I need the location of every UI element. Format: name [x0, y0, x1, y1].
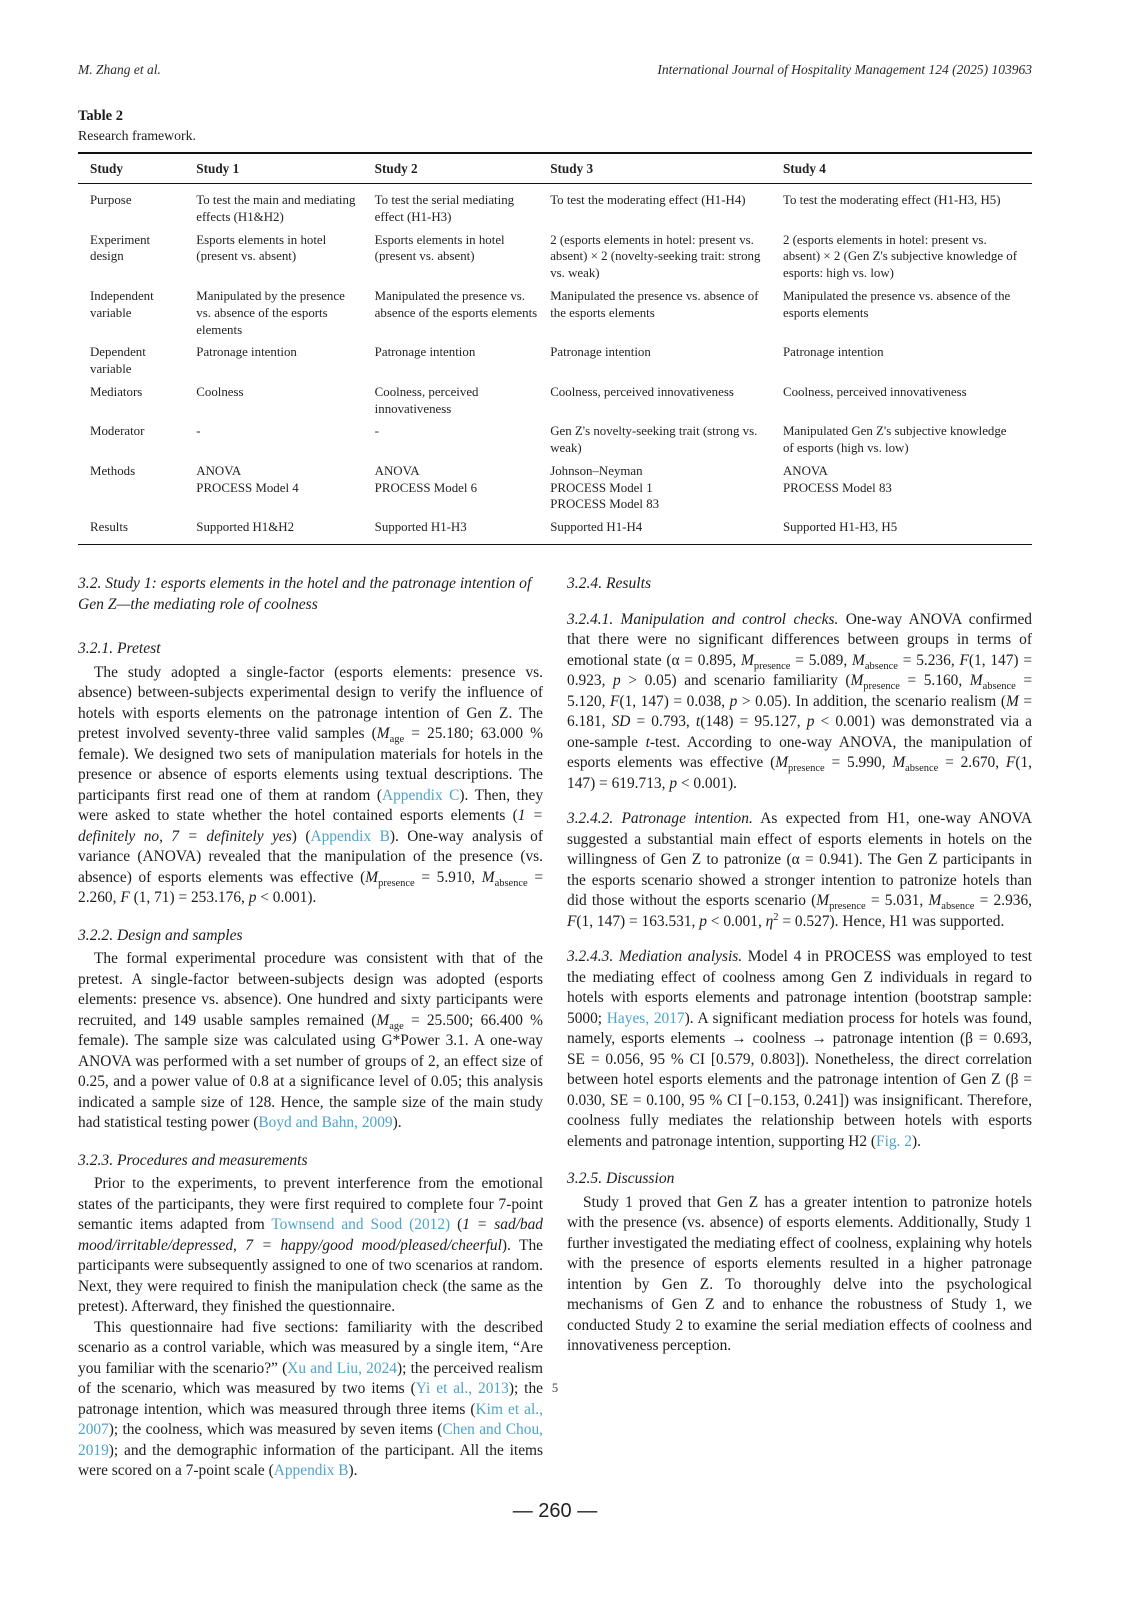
row-label: Mediators — [90, 384, 143, 399]
row-label: Purpose — [90, 193, 132, 208]
column-header: Study 3 — [550, 153, 783, 184]
citation-link[interactable]: Kim et al., 2007 — [78, 1400, 543, 1439]
body-text: ); and the demographic information of the participant. All the items were scored on a 7-point scale ( — [78, 1441, 543, 1480]
table-cell: Manipulated Gen Z's subjective knowledge of esports (high vs. low) — [782, 424, 1007, 456]
table-cell: Manipulated the presence vs. absence of the esports elements — [782, 288, 1011, 320]
emphasis-text: p — [729, 692, 738, 710]
emphasis-text: p — [699, 912, 707, 930]
paragraph — [567, 809, 1032, 932]
body-text: ). One-way analysis of variance (ANOVA) revealed that the manipulation of the presence (vs. absence) of esports elements was effective ( — [78, 827, 544, 886]
emphasis-text: M — [892, 754, 906, 772]
table-cell: 2 (esports elements in hotel: present vs. absent) × 2 (novelty-seeking trait: strong vs. weak) — [550, 232, 761, 281]
row-label: Results — [90, 520, 128, 535]
body-text: Model 4 in PROCESS was employed to test the mediating effect of coolness among Gen Z individuals in regard to hotels with esports elements and patronage intention (bootstrap sample: 5000; — [567, 948, 1032, 1027]
row-label: Methods — [90, 463, 136, 478]
table-cell: Supported H1-H3 — [374, 520, 467, 535]
table-row — [78, 381, 1032, 421]
emphasis-text: M — [851, 651, 865, 669]
superscript-text: 2 — [773, 911, 779, 923]
citation-link[interactable]: Yi et al., 2013 — [415, 1380, 509, 1398]
paragraph — [78, 1174, 543, 1318]
emphasis-text: F — [567, 912, 577, 930]
body-text: -test. According to one-way ANOVA, the manipulation of esports elements was effective ( — [567, 733, 1032, 772]
table-row — [78, 460, 1032, 516]
table-row — [78, 516, 1032, 544]
article-body — [78, 574, 1032, 1482]
table-cell: - — [374, 424, 379, 439]
table-row — [78, 285, 1032, 341]
table-cell: Coolness — [196, 384, 244, 399]
table-cell: Patronage intention — [196, 345, 297, 360]
citation-link[interactable]: Appendix C — [381, 786, 460, 804]
citation-link[interactable]: Boyd and Bahn, 2009 — [258, 1114, 393, 1132]
body-text: ) ( — [291, 827, 311, 845]
body-text: (1, 147) = 163.531, — [576, 912, 700, 930]
citation-link[interactable]: Townsend and Sood (2012) — [271, 1216, 451, 1234]
table-cell: Manipulated by the presence vs. absence of the esports elements — [196, 288, 345, 337]
emphasis-text: 3.2.2. Design and samples — [78, 926, 243, 944]
table-cell: Johnson–Neyman PROCESS Model 1 PROCESS Model 83 — [550, 463, 660, 512]
body-text: = 5.031, — [865, 892, 929, 910]
emphasis-text: p — [806, 713, 815, 731]
row-label: Independent variable — [90, 288, 154, 320]
body-text: The study adopted a single-factor (esports elements: presence vs. absence) between-subjects experimental design to verify the influence of hotels with esports elements on the patronage intention of Gen Z. The pretest involved seventy-three valid samples ( — [78, 663, 543, 743]
body-text: ). The participants were subsequently assigned to one of two scenarios at random. Next, they were required to finish the manipulation check (the same as the pretest). Afterward, they finished the questionnaire. — [78, 1236, 543, 1316]
body-text: = 5.120, — [567, 672, 1032, 710]
emphasis-text: F — [120, 889, 130, 907]
table-cell: Coolness, perceived innovativeness — [550, 384, 734, 399]
emphasis-text: M — [850, 672, 864, 690]
paragraph — [78, 1318, 543, 1482]
subscript-text: presence — [378, 877, 415, 889]
body-text: (1, 71) = 253.176, — [129, 889, 249, 907]
body-text: ); the patronage intention, which was measured through three items ( — [78, 1380, 543, 1418]
table-caption: Research framework. — [78, 128, 196, 143]
body-text: < 0.001) was demonstrated via a one-sample — [567, 713, 1033, 751]
table-row — [78, 184, 1032, 229]
table-cell: ANOVA PROCESS Model 4 — [196, 463, 299, 495]
body-text: ). A significant mediation process for hotels was found, namely, esports elements → coolness → patronage intention (β = 0.693, SE = 0.056, 95 % CI [0.579, 0.803]). Nonetheless, the direct correlation between hotel esports elements and the patronage intention of Gen Z (β = 0.030, SE = 0.100, 95 % CI [−0.153, 0.241]) was insignificant. Therefore, coolness fully mediates the relationship between hotels with esports elements and patronage intention, supporting H2 ( — [567, 1009, 1032, 1150]
body-text: ). — [348, 1462, 358, 1480]
table-row — [78, 341, 1032, 381]
subscript-text: absence — [982, 681, 1016, 693]
table-row — [78, 420, 1032, 460]
body-text: = 5.990, — [824, 754, 893, 772]
table-cell: Coolness, perceived innovativeness — [374, 384, 479, 416]
table-cell: Supported H1-H3, H5 — [782, 520, 898, 535]
body-text: = 5.160, — [899, 672, 970, 690]
subscript-text: age — [389, 734, 405, 746]
emphasis-text: F — [1005, 754, 1016, 772]
body-text: (1, 147) = 0.038, — [619, 692, 730, 710]
subscript-text: presence — [753, 660, 791, 672]
table-cell: Manipulated the presence vs. absence of the esports elements — [550, 288, 759, 320]
body-text: = 6.181, — [567, 692, 1033, 731]
running-head — [78, 62, 1032, 78]
subscript-text: absence — [864, 660, 898, 672]
body-text: (1, 147) = 0.923, — [567, 651, 1032, 690]
emphasis-text: SD — [611, 713, 631, 731]
body-text: ); the perceived realism of the scenario, which was measured by two items ( — [78, 1359, 543, 1398]
emphasis-text: M — [969, 672, 983, 690]
emphasis-text: η — [765, 912, 774, 930]
research-framework-table — [78, 152, 1032, 545]
row-label: Moderator — [90, 424, 145, 439]
subscript-text: absence — [905, 763, 939, 775]
body-text: (1, 147) = 619.713, — [567, 754, 1032, 792]
table-cell: To test the main and mediating effects (H1&H2) — [196, 193, 356, 224]
emphasis-text: p — [248, 889, 257, 907]
body-text: = 0.793, — [630, 713, 696, 731]
table-cell: Coolness, perceived innovativeness — [782, 384, 967, 399]
citation-link[interactable]: Xu and Liu, 2024 — [287, 1359, 397, 1377]
table-cell: ANOVA PROCESS Model 83 — [782, 463, 892, 495]
subsection-heading — [567, 1169, 1032, 1190]
emphasis-text: p — [669, 774, 678, 792]
table-cell: Supported H1&H2 — [196, 520, 295, 535]
body-text: = 25.180; 63.000 % female). We designed two sets of manipulation materials for hotels in the presence or absence of esports elements using textual descriptions. The participants first read one of them at random ( — [78, 725, 543, 804]
body-text: > 0.05). In addition, the scenario realism ( — [737, 692, 1006, 710]
emphasis-text: 3.2. Study 1: esports elements in the hotel and the patronage intention of Gen Z—the mediating role of coolness — [78, 574, 532, 613]
emphasis-text: M — [928, 892, 942, 910]
emphasis-text: 1 = sad/bad mood/irritable/depressed, 7 = happy/good mood/pleased/cheerful — [78, 1216, 543, 1254]
table-row — [78, 229, 1032, 285]
body-text: ); the coolness, which was measured by seven items ( — [108, 1421, 443, 1439]
table-label: Table 2 — [78, 108, 123, 124]
row-label: Experiment design — [90, 232, 151, 264]
paragraph — [78, 949, 543, 1134]
emphasis-text: 1 = definitely no, 7 = definitely yes — [78, 807, 544, 845]
body-text: ( — [450, 1216, 463, 1234]
table-cell: - — [196, 424, 201, 439]
citation-link[interactable]: Appendix B — [273, 1462, 349, 1480]
table-cell: Esports elements in hotel (present vs. absent) — [196, 232, 327, 264]
emphasis-text: M — [775, 754, 789, 772]
table-cell: Esports elements in hotel (present vs. absent) — [374, 232, 505, 264]
table-cell: 2 (esports elements in hotel: present vs. absent) × 2 (Gen Z's subjective knowledge of esports: high vs. low) — [782, 232, 1018, 281]
subscript-text: absence — [941, 901, 975, 913]
subsection-heading — [78, 639, 543, 660]
run-in-heading: 3.2.4.2. Patronage intention. — [567, 810, 753, 828]
emphasis-text: t — [695, 713, 701, 731]
column-header: Study 1 — [196, 153, 374, 184]
table-block — [78, 108, 1032, 545]
body-text: The formal experimental procedure was consistent with that of the pretest. A single-factor between-subjects design was adopted (esports elements: presence vs. absence). One hundred and sixty participants were recruited, and 149 usable samples remained ( — [78, 950, 543, 1029]
body-text: ). — [392, 1114, 402, 1132]
body-text: = 2.670, — [938, 754, 1006, 772]
section-heading — [78, 574, 543, 615]
table-header-row — [78, 153, 1032, 184]
subscript-text: presence — [788, 763, 825, 775]
body-text: One-way ANOVA confirmed that there were no significant differences between groups in terms of emotional state (α = 0.895, — [567, 610, 1032, 669]
body-text: Prior to the experiments, to prevent interference from the emotional states of the participants, they were first required to complete four 7-point semantic items adapted from — [78, 1175, 543, 1234]
row-label: Dependent variable — [90, 345, 146, 377]
body-text: < 0.001). — [256, 889, 317, 907]
run-in-heading: 3.2.4.1. Manipulation and control checks. — [567, 610, 839, 628]
body-text: < 0.001, — [706, 912, 766, 930]
body-text: = 5.910, — [414, 868, 482, 886]
body-column-left — [78, 574, 543, 1482]
body-text: = 5.236, — [897, 651, 960, 669]
emphasis-text: 3.2.3. Procedures and measurements — [78, 1151, 308, 1169]
table-cell: Manipulated the presence vs. absence of the esports elements — [374, 288, 538, 320]
body-text: = 2.936, — [974, 892, 1033, 910]
body-text: As expected from H1, one-way ANOVA suggested a substantial main effect of esports elements in hotels on the willingness of Gen Z to patronize (α = 0.941). The Gen Z participants in the esports scenario showed a stronger intention to patronize hotels than did those without the esports scenario ( — [567, 810, 1032, 910]
running-head-author: M. Zhang et al. — [78, 62, 161, 77]
body-text: = 25.500; 66.400 % female). The sample size was calculated using G*Power 3.1. A one-way ANOVA was performed with a set number of groups of 2, an effect size of 0.25, and a power value of 0.8 at a significance level of 0.05; this analysis indicated a sample size of 128. Hence, the sample size of the main study had statistical testing power ( — [78, 1011, 543, 1132]
table-cell: Gen Z's novelty-seeking trait (strong vs. weak) — [550, 424, 758, 456]
paragraph — [567, 947, 1032, 1152]
citation-link[interactable]: Fig. 2 — [876, 1132, 912, 1150]
emphasis-text: M — [816, 892, 830, 910]
paragraph — [567, 1193, 1032, 1357]
body-text: Study 1 proved that Gen Z has a greater intention to patronize hotels with the presence (vs. absence) of esports elements. Additionally, Study 1 further investigated the mediating effect of coolness, explaining why hotels with the presence of esports elements resulted in a higher patronage intention by Gen Z. To thoroughly delve into the psychological mechanisms of Gen Z and to enhance the robustness of Study 1, we conducted Study 2 to examine the serial mediation effects of coolness and innovativeness perception. — [567, 1193, 1032, 1355]
citation-link[interactable]: Hayes, 2017 — [606, 1009, 685, 1027]
emphasis-text: F — [610, 692, 620, 710]
subscript-text: absence — [494, 877, 528, 889]
paragraph — [567, 610, 1032, 795]
subscript-text: age — [389, 1020, 404, 1032]
body-text: > 0.05) and scenario familiarity ( — [620, 672, 851, 690]
table-cell: To test the moderating effect (H1-H4) — [550, 193, 746, 208]
paragraph — [78, 663, 543, 909]
table-cell: Patronage intention — [782, 345, 884, 360]
column-header: Study 4 — [783, 153, 1032, 184]
running-head-journal: International Journal of Hospitality Management 124 (2025) 103963 — [657, 62, 1032, 77]
body-text: (148) = 95.127, — [700, 713, 807, 731]
body-text: = 5.089, — [790, 651, 852, 669]
emphasis-text: 3.2.1. Pretest — [78, 640, 161, 658]
page-footer-label: — 260 — — [512, 1500, 598, 1522]
body-text: ). Then, they were asked to state whether the hotel contained esports elements ( — [78, 786, 544, 825]
table-cell: Patronage intention — [374, 345, 476, 360]
run-in-heading: 3.2.4.3. Mediation analysis. — [567, 948, 743, 966]
emphasis-text: 3.2.5. Discussion — [567, 1170, 675, 1188]
table-cell: To test the moderating effect (H1-H3, H5) — [782, 193, 1001, 208]
emphasis-text: F — [959, 651, 969, 669]
body-text: ). — [911, 1132, 921, 1150]
emphasis-text: M — [376, 725, 390, 743]
table-cell: Supported H1-H4 — [550, 520, 643, 535]
table-cell: ANOVA PROCESS Model 6 — [374, 463, 478, 495]
column-header: Study 2 — [375, 153, 551, 184]
body-text: This questionnaire had five sections: familiarity with the described scenario as a control variable, which was measured by a single item, “Are you familiar with the scenario?” ( — [78, 1318, 543, 1377]
emphasis-text: t — [645, 733, 650, 751]
subsection-heading — [78, 1151, 543, 1172]
citation-link[interactable]: Chen and Chou, 2019 — [78, 1421, 543, 1459]
body-text: = 2.260, — [78, 868, 543, 907]
table-cell: Patronage intention — [550, 345, 651, 360]
citation-link[interactable]: Appendix B — [310, 827, 390, 845]
body-text: < 0.001). — [677, 774, 737, 792]
emphasis-text: M — [1005, 692, 1019, 710]
subscript-text: presence — [829, 901, 866, 913]
emphasis-text: M — [741, 651, 754, 669]
emphasis-text: M — [365, 868, 379, 886]
emphasis-text: M — [376, 1011, 390, 1029]
page-number: 5 — [551, 1381, 559, 1395]
emphasis-text: p — [613, 672, 621, 690]
subscript-text: presence — [863, 681, 900, 693]
body-text: = 0.527). Hence, H1 was supported. — [778, 912, 1005, 930]
body-column-right — [567, 574, 1032, 1482]
subsection-heading — [78, 926, 543, 947]
column-header: Study — [78, 153, 196, 184]
emphasis-text: 3.2.4. Results — [567, 574, 652, 592]
subsection-heading — [567, 574, 1032, 595]
emphasis-text: M — [481, 868, 495, 886]
table-cell: To test the serial mediating effect (H1-H3) — [374, 193, 515, 224]
